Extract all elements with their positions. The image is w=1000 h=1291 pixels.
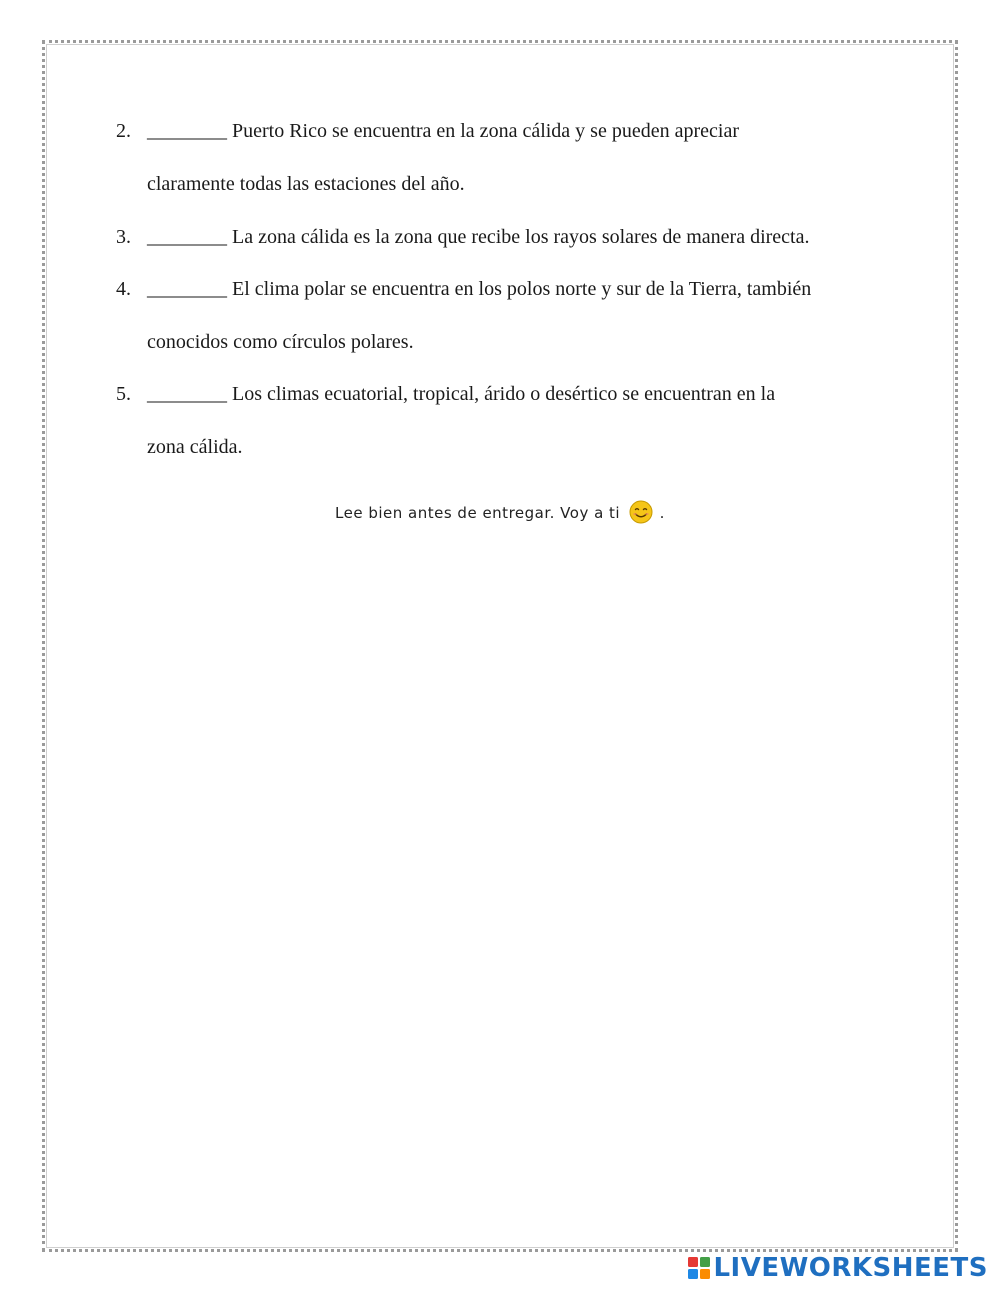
question-text-line2: conocidos como círculos polares. (147, 331, 414, 353)
question-number: 5. (116, 383, 131, 405)
page-border (42, 40, 958, 1252)
question-text-line2: zona cálida. (147, 436, 243, 458)
smiley-face-icon (629, 500, 653, 524)
liveworksheets-logo-icon (688, 1257, 710, 1279)
question-text-line1: ________ Puerto Rico se encuentra en la zona cálida y se pueden apreciar (147, 120, 739, 142)
question-text-line1: ________ El clima polar se encuentra en los polos norte y sur de la Tierra, también (147, 278, 812, 300)
question-number: 4. (116, 278, 131, 300)
question-number: 2. (116, 120, 131, 142)
question-text-line1: ________ La zona cálida es la zona que recibe los rayos solares de manera directa. (147, 226, 810, 248)
closing-end: . (659, 504, 665, 522)
brand-name: LIVEWORKSHEETS (713, 1253, 988, 1283)
question-number: 3. (116, 226, 131, 248)
question-text-line2: claramente todas las estaciones del año. (147, 173, 465, 195)
liveworksheets-brand (688, 1253, 988, 1283)
closing-note (0, 500, 1000, 524)
closing-text: Lee bien antes de entregar. Voy a ti (335, 504, 621, 522)
question-text-line1: ________ Los climas ecuatorial, tropical, árido o desértico se encuentran en la (147, 383, 776, 405)
